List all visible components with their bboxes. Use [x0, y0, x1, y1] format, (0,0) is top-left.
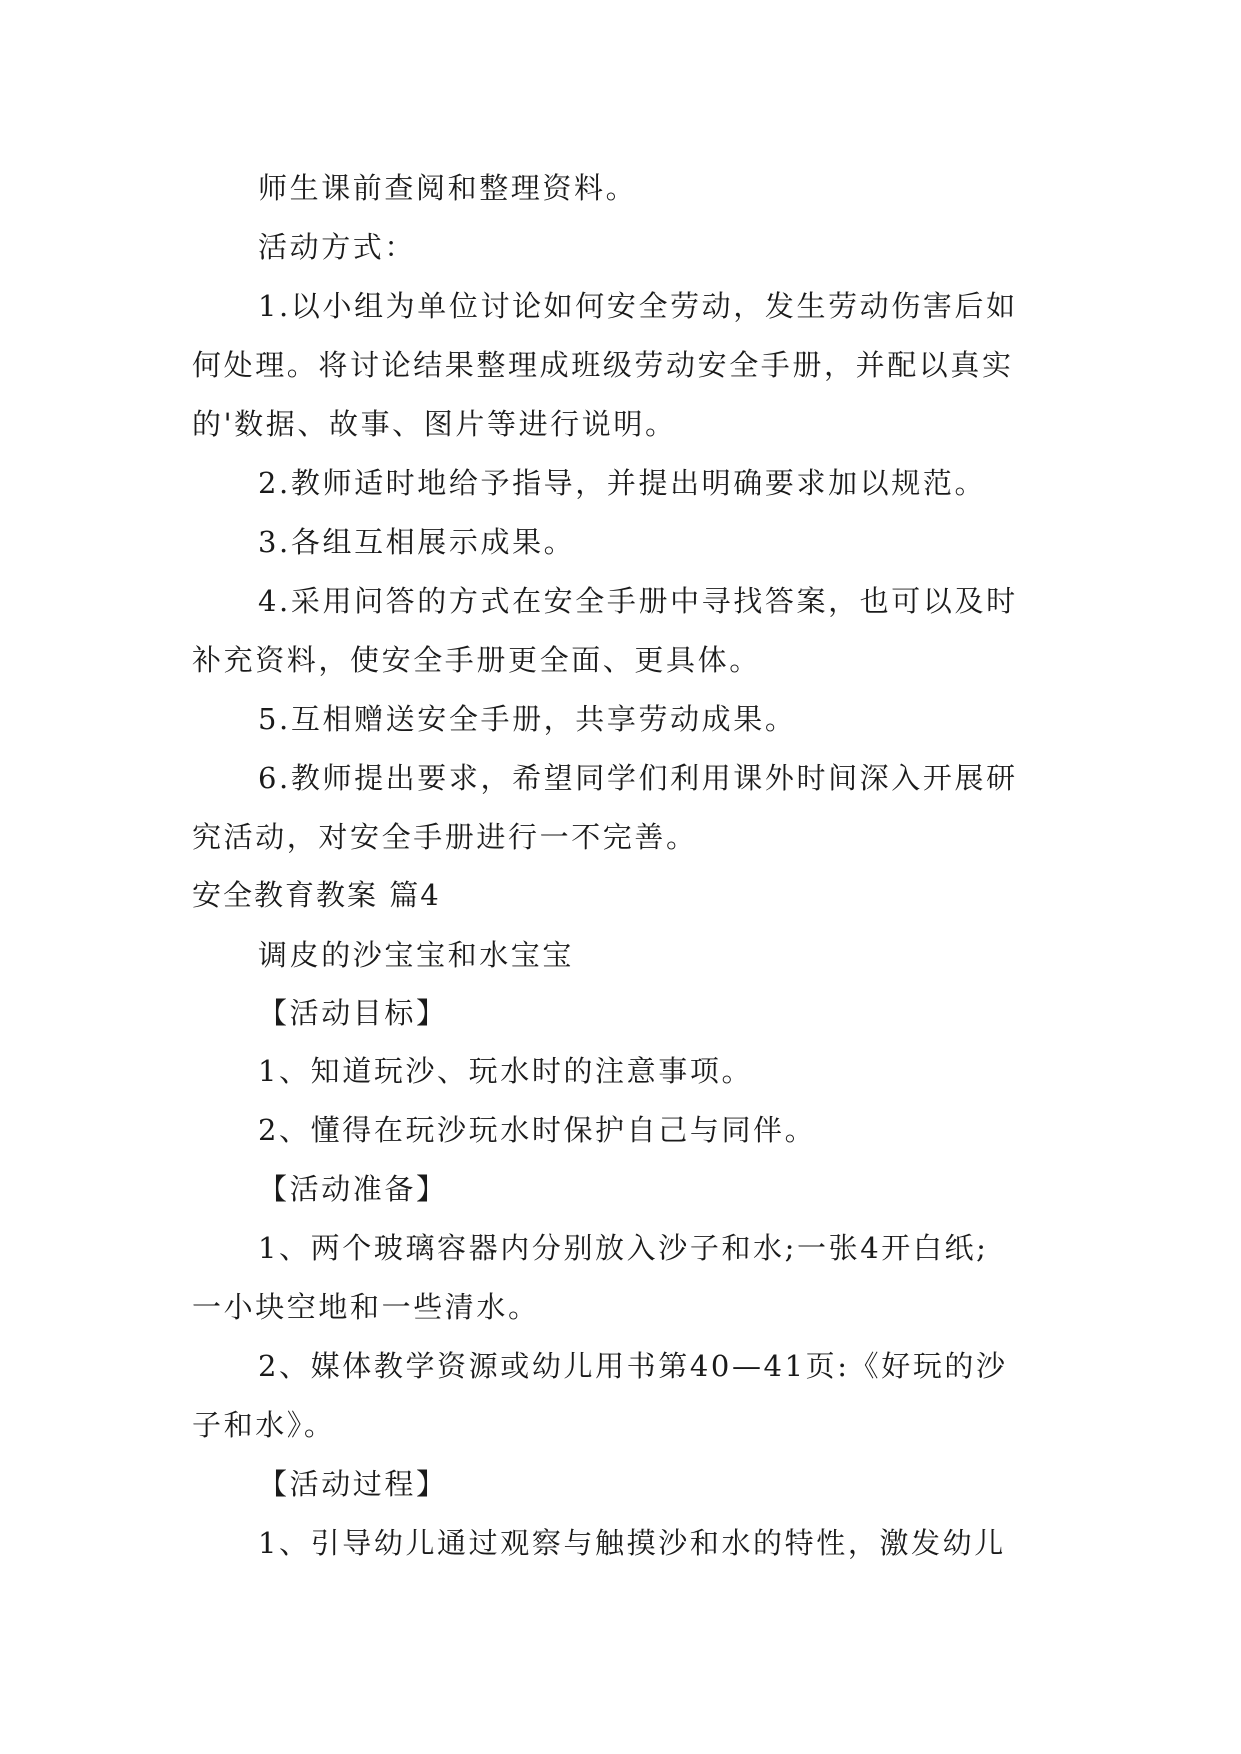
paragraph-line: 子和水》。 — [192, 1408, 336, 1442]
paragraph-line: 何处理。将讨论结果整理成班级劳动安全手册，并配以真实 — [192, 348, 1014, 382]
lesson-title: 调皮的沙宝宝和水宝宝 — [258, 938, 575, 972]
paragraph-line: 的'数据、故事、图片等进行说明。 — [192, 407, 677, 441]
subsection-heading: 【活动准备】 — [258, 1172, 448, 1206]
section-heading: 安全教育教案 篇4 — [192, 878, 441, 912]
paragraph-line: 4.采用问答的方式在安全手册中寻找答案，也可以及时 — [258, 584, 1018, 618]
paragraph-line: 1、引导幼儿通过观察与触摸沙和水的特性，激发幼儿 — [258, 1526, 1006, 1560]
paragraph-line: 一小块空地和一些清水。 — [192, 1290, 540, 1324]
paragraph-line: 师生课前查阅和整理资料。 — [258, 171, 638, 205]
paragraph-line: 2.教师适时地给予指导，并提出明确要求加以规范。 — [258, 466, 987, 500]
paragraph-line: 究活动，对安全手册进行一不完善。 — [192, 820, 698, 854]
paragraph-line: 补充资料，使安全手册更全面、更具体。 — [192, 643, 761, 677]
paragraph-line: 3.各组互相展示成果。 — [258, 525, 576, 559]
paragraph-line: 1.以小组为单位讨论如何安全劳动，发生劳动伤害后如 — [258, 289, 1018, 323]
subsection-heading: 【活动目标】 — [258, 996, 448, 1030]
paragraph-line: 2、媒体教学资源或幼儿用书第40—41页:《好玩的沙 — [258, 1349, 1008, 1383]
paragraph-line: 5.互相赠送安全手册，共享劳动成果。 — [258, 702, 797, 736]
subsection-heading: 【活动过程】 — [258, 1467, 448, 1501]
paragraph-line: 活动方式： — [258, 230, 417, 264]
paragraph-line: 2、懂得在玩沙玩水时保护自己与同伴。 — [258, 1113, 817, 1147]
paragraph-line: 6.教师提出要求，希望同学们利用课外时间深入开展研 — [258, 761, 1018, 795]
paragraph-line: 1、两个玻璃容器内分别放入沙子和水;一张4开白纸; — [258, 1231, 989, 1265]
paragraph-line: 1、知道玩沙、玩水时的注意事项。 — [258, 1054, 754, 1088]
